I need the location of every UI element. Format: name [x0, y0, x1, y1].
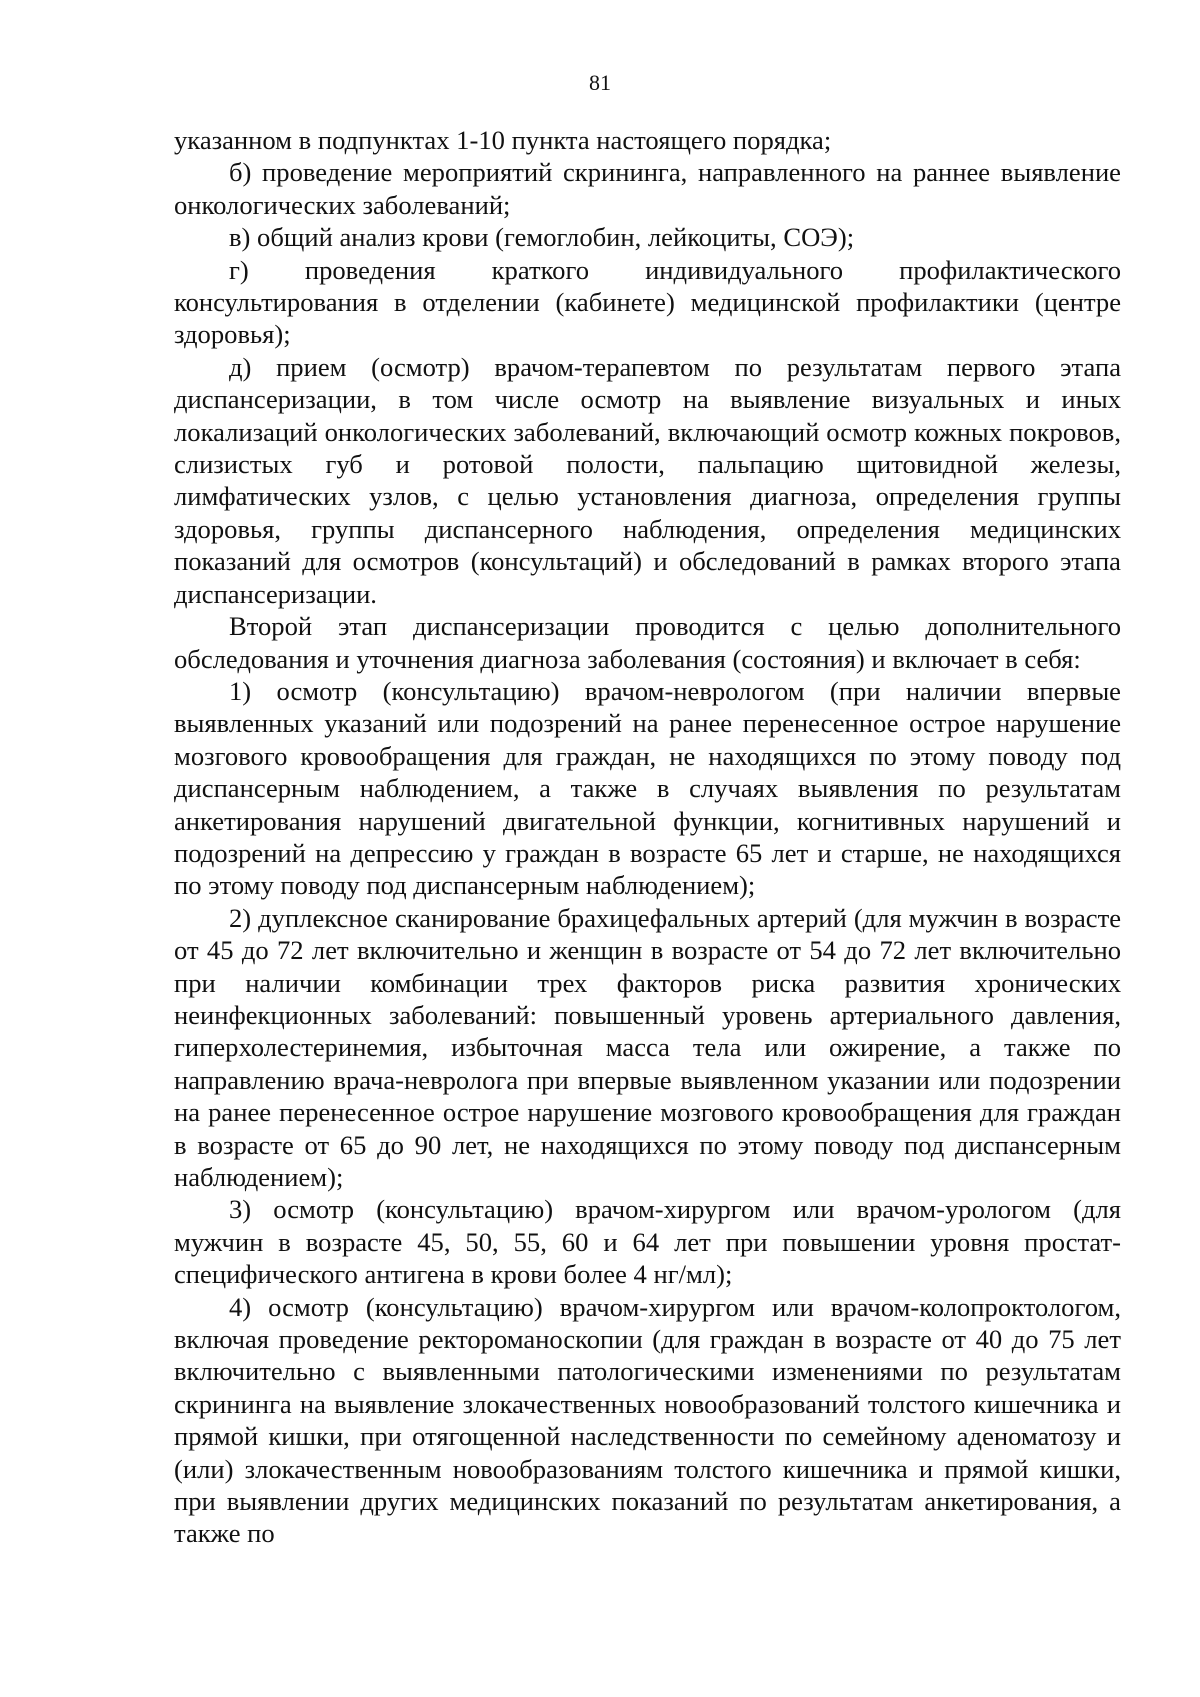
- paragraph-item-2: 2) дуплексное сканирование брахицефальных артерий (для мужчин в возрасте от 45 до 72 лет включительно и женщин в возрасте от 54 до 72 лет включительно при наличии комбинации трех факторов риска развития хронических неинфекционных заболеваний: повышенный уровень артериального давления, гиперхолестеринемия, избыточная масса тела или ожирение, а также по направлению врача-невролога при впервые выявленном указании или подозрении на ранее перенесенное острое нарушение мозгового кровообращения для граждан в возрасте от 65 до 90 лет, не находящихся по этому поводу под диспансерным наблюдением);: [174, 902, 1121, 1192]
- paragraph-item-g: г) проведения краткого индивидуального профилактического консультирования в отделении (кабинете) медицинской профилактики (центре здоровья);: [174, 254, 1121, 350]
- paragraph-item-v: в) общий анализ крови (гемоглобин, лейкоциты, СОЭ);: [229, 222, 855, 253]
- paragraph-item-b: б) проведение мероприятий скрининга, направленного на раннее выявление онкологических заболеваний;: [174, 157, 1121, 220]
- paragraph-second-stage-intro: Второй этап диспансеризации проводится с целью дополнительного обследования и уточнения диагноза заболевания (состояния) и включает в себя:: [174, 611, 1121, 674]
- paragraph-item-3: 3) осмотр (консультацию) врачом-хирургом или врачом-урологом (для мужчин в возрасте 45, 50, 55, 60 и 64 лет при повышении уровня простат-специфического антигена в крови более 4 нг/мл);: [174, 1194, 1121, 1290]
- paragraph-item-1: 1) осмотр (консультацию) врачом-неврологом (при наличии впервые выявленных указаний или подозрений на ранее перенесенное острое нарушение мозгового кровообращения для граждан, не находящихся по этому поводу под диспансерным наблюдением, а также в случаях выявления по результатам анкетирования нарушений двигательной функции, когнитивных нарушений и подозрений на депрессию у граждан в возрасте 65 лет и старше, не находящихся по этому поводу под диспансерным наблюдением);: [174, 675, 1121, 901]
- paragraph-item-4: 4) осмотр (консультацию) врачом-хирургом или врачом-колопроктологом, включая проведение ректороманоскопии (для граждан в возрасте от 40 до 75 лет включительно с выявленными патологическими изменениями по результатам скрининга на выявление злокачественных новообразований толстого кишечника и прямой кишки, при отягощенной наследственности по семейному аденоматозу и (или) злокачественным новообразованиям толстого кишечника и прямой кишки, при выявлении других медицинских показаний по результатам анкетирования, а также по: [174, 1291, 1121, 1549]
- paragraph-item-d: д) прием (осмотр) врачом-терапевтом по результатам первого этапа диспансеризации, в том числе осмотр на выявление визуальных и иных локализаций онкологических заболеваний, включающий осмотр кожных покровов, слизистых губ и ротовой полости, пальпацию щитовидной железы, лимфатических узлов, с целью установления диагноза, определения группы здоровья, группы диспансерного наблюдения, определения медицинских показаний для осмотров (консультаций) и обследований в рамках второго этапа диспансеризации.: [174, 351, 1121, 609]
- page-body: [174, 124, 1121, 1550]
- paragraph-continuation: указанном в подпунктах 1-10 пункта настоящего порядка;: [174, 125, 832, 155]
- page-number: 81: [589, 70, 611, 95]
